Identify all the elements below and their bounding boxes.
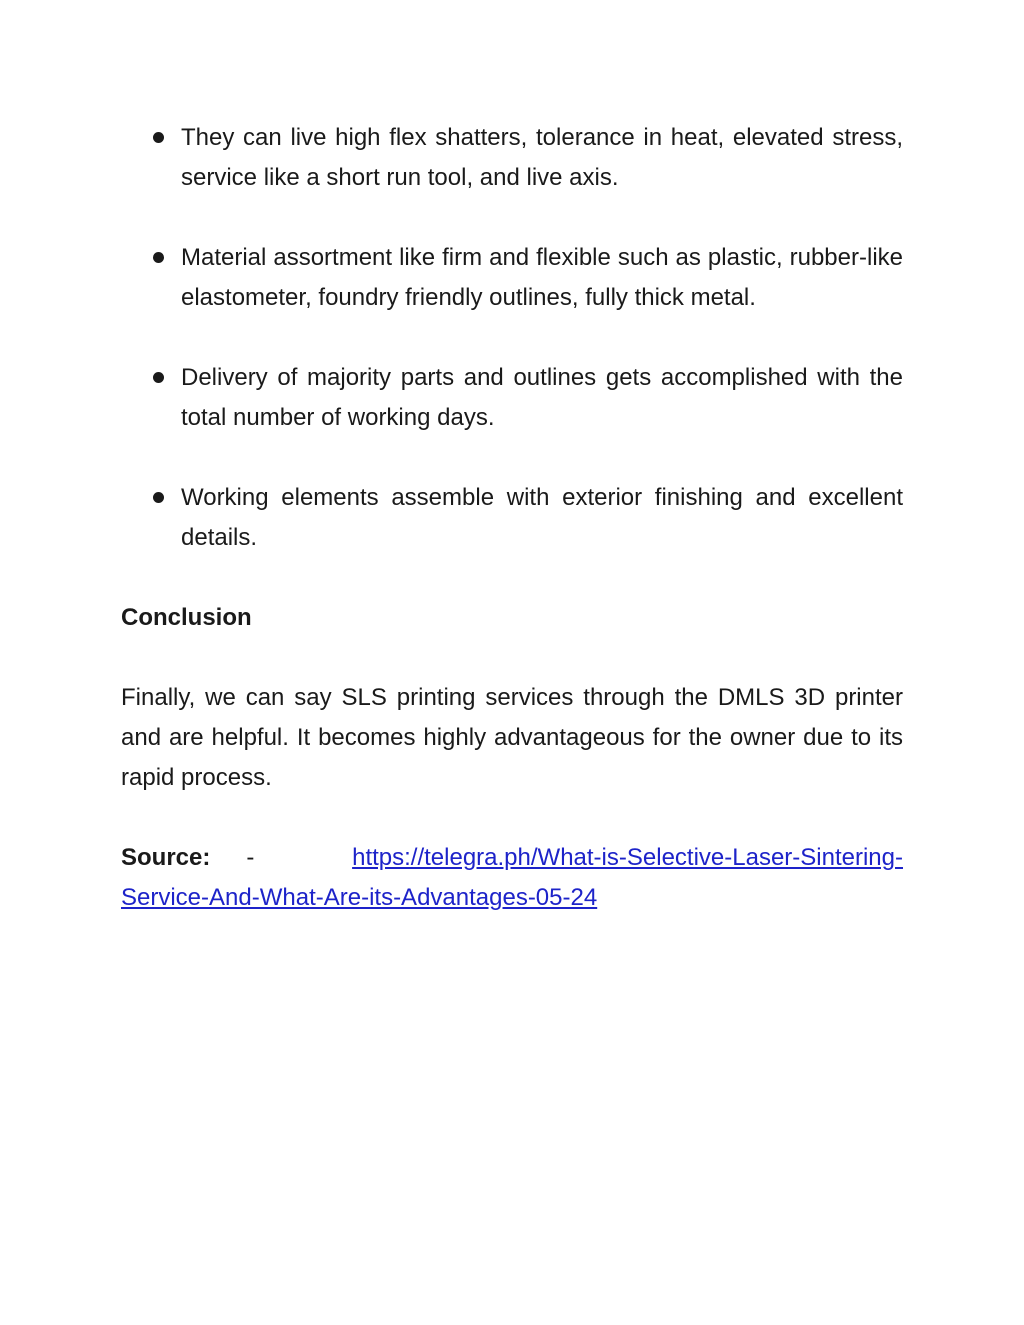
conclusion-heading: Conclusion: [121, 604, 252, 631]
feature-list: [121, 118, 903, 558]
source-row-2: [121, 878, 903, 918]
bullet-icon: [153, 132, 164, 143]
source-row: [121, 838, 903, 878]
source-link-line-1[interactable]: https://telegra.ph/What-is-Selective-Laser-Sintering-: [352, 844, 903, 871]
list-item-text: They can live high flex shatters, tolerance in heat, elevated stress, service like a short run tool, and live axis.: [181, 124, 903, 191]
page-content: [121, 118, 903, 918]
list-item: [121, 118, 903, 198]
list-item-text: Material assortment like firm and flexible such as plastic, rubber-like elastometer, foundry friendly outlines, fully thick metal.: [181, 244, 903, 311]
source-dash: -: [246, 844, 255, 871]
list-item-text: Delivery of majority parts and outlines gets accomplished with the total number of working days.: [181, 364, 903, 431]
source-label: Source:: [121, 844, 211, 871]
bullet-icon: [153, 252, 164, 263]
list-item: [121, 358, 903, 438]
source-citation: [121, 838, 903, 918]
conclusion-paragraph: Finally, we can say SLS printing services through the DMLS 3D printer and are helpful. It becomes highly advantageous for the owner due to its rapid process.: [121, 684, 903, 791]
source-prefix: [121, 838, 290, 878]
bullet-icon: [153, 372, 164, 383]
list-item: [121, 478, 903, 558]
source-link-line-2[interactable]: Service-And-What-Are-its-Advantages-05-24: [121, 884, 598, 911]
list-item-text: Working elements assemble with exterior finishing and excellent details.: [181, 484, 903, 551]
list-item: [121, 238, 903, 318]
bullet-icon: [153, 492, 164, 503]
